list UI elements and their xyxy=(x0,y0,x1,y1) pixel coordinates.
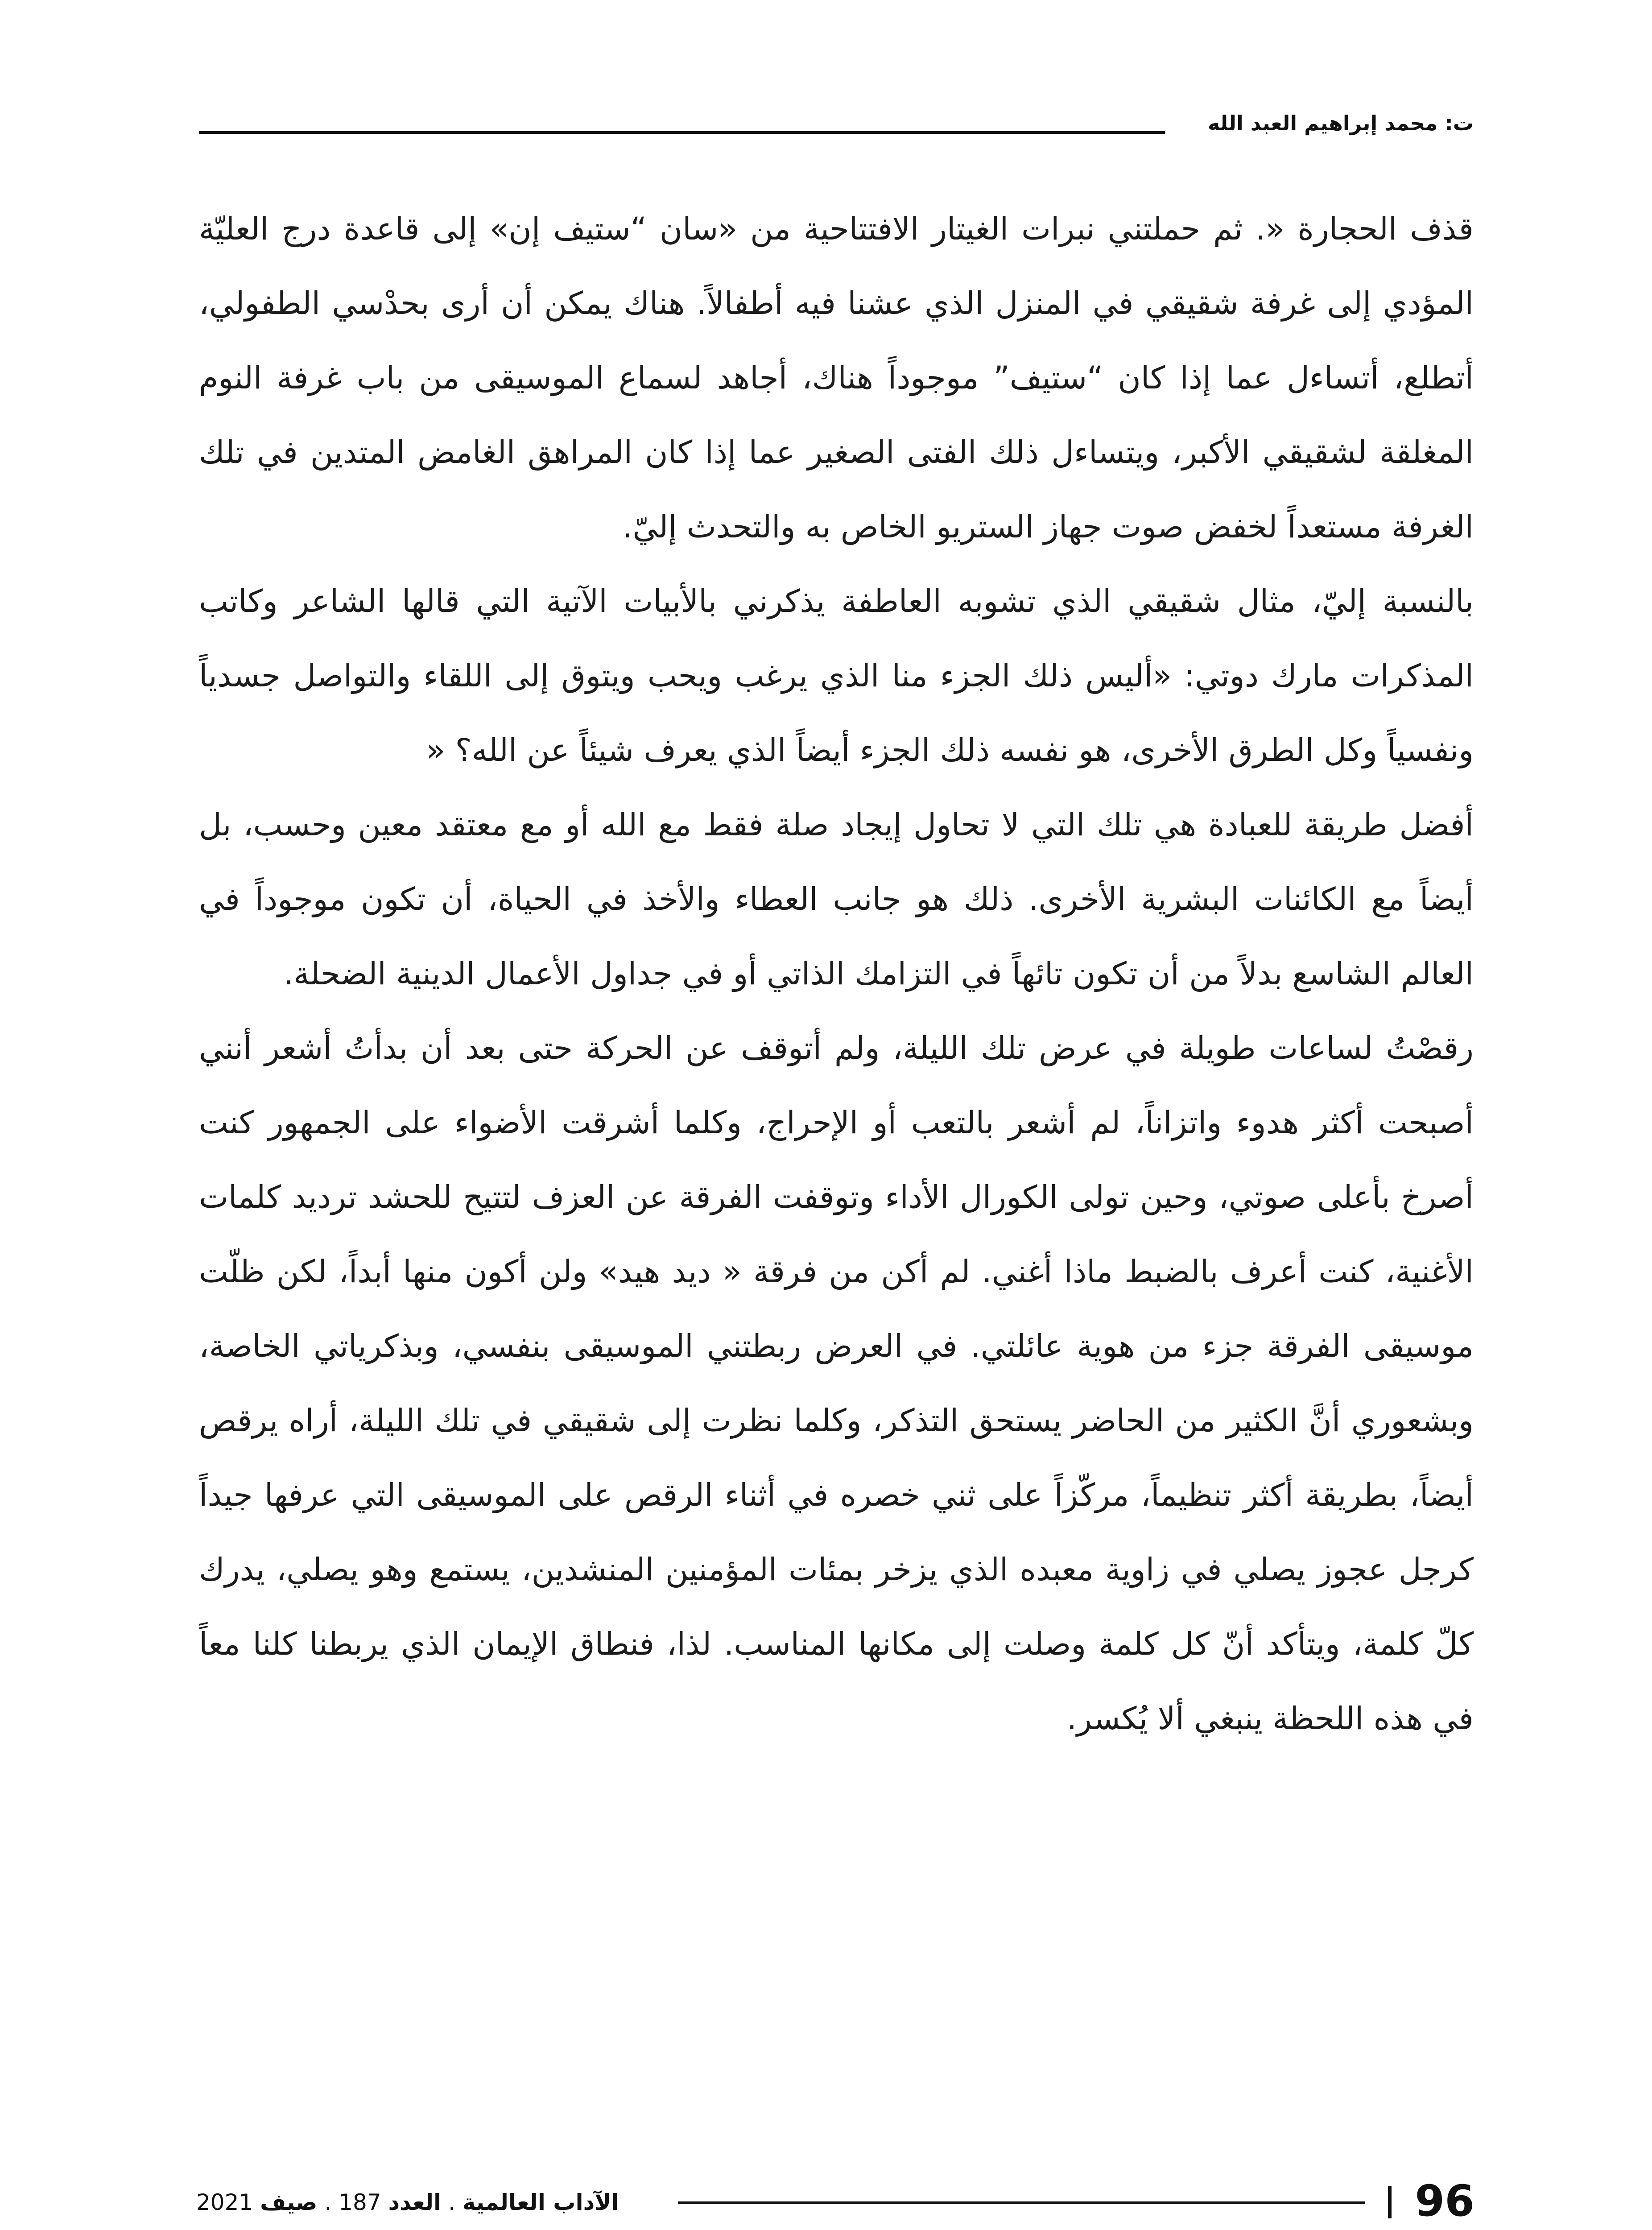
issue-separator-2: . xyxy=(324,2189,332,2215)
page-header xyxy=(199,105,1474,141)
issue-season: صيف xyxy=(260,2189,318,2215)
page-number: 96 xyxy=(1415,2176,1474,2226)
paragraph-3: أفضل طريقة للعبادة هي تلك التي لا تحاول إيجاد صلة فقط مع الله أو مع معتقد معين وحسب، بل أيضاً مع الكائنات البشرية الأخرى. ذلك هو جانب العطاء والأخذ في الحياة، أن تكون موجوداً في العالم الشاسع بدلاً من أن تكون تائهاً في التزامك الذاتي أو في جداول الأعمال الدينية الضحلة. xyxy=(199,806,1474,992)
article-body xyxy=(199,192,1474,1756)
issue-separator-1: . xyxy=(448,2189,455,2215)
issue-number: 187 xyxy=(339,2189,381,2215)
translator-credit: ت: محمد إبراهيم العبد الله xyxy=(1208,111,1474,135)
paragraph-4: رقصْتُ لساعات طويلة في عرض تلك الليلة، ولم أتوقف عن الحركة حتى بعد أن بدأتُ أشعر أنني أصبحت أكثر هدوء واتزاناً، لم أشعر بالتعب أو الإحراج، وكلما أشرقت الأضواء على الجمهور كنت أصرخ بأعلى صوتي، وحين تولى الكورال الأداء وتوقفت الفرقة عن العزف لتتيح للحشد ترديد كلمات الأغنية، كنت أعرف بالضبط ماذا أغني. لم أكن من فرقة « ديد هيد» ولن أكون منها أبداً، لكن ظلّت موسيقى الفرقة جزء من هوية عائلتي. في العرض ربطتني الموسيقى بنفسي، وبذكرياتي الخاصة، وبشعوري أنَّ الكثير من الحاضر يستحق التذكر، وكلما نظرت إلى شقيقي في تلك الليلة، أراه يرقص أيضاً، بطريقة أكثر تنظيماً، مركّزاً على ثني خصره في أثناء الرقص على الموسيقى التي عرفها جيداً كرجل عجوز يصلي في زاوية معبده الذي يزخر بمئات المؤمنين المنشدين، يستمع وهو يصلي، يدرك كلّ كلمة، ويتأكد أنّ كل كلمة وصلت إلى مكانها المناسب. لذا، فنطاق الإيمان الذي يربطنا كلنا معاً في هذه اللحظة ينبغي ألا يُكسر. xyxy=(199,1030,1474,1737)
header-rule xyxy=(199,131,1165,134)
journal-name: الآداب العالمية xyxy=(462,2189,619,2215)
footer-rule xyxy=(678,2201,1365,2204)
paragraph-2: بالنسبة إليّ، مثال شقيقي الذي تشوبه العاطفة يذكرني بالأبيات الآتية التي قالها الشاعر وكاتب المذكرات مارك دوتي: «أليس ذلك الجزء منا الذي يرغب ويحب ويتوق إلى اللقاء والتواصل جسدياً ونفسياً وكل الطرق الأخرى، هو نفسه ذلك الجزء أيضاً الذي يعرف شيئاً عن الله؟ « xyxy=(199,583,1474,768)
issue-label: العدد xyxy=(388,2189,442,2215)
page-footer xyxy=(196,2176,1474,2226)
journal-issue-info xyxy=(196,2185,619,2220)
issue-year: 2021 xyxy=(196,2189,253,2215)
paragraph-1: قذف الحجارة «. ثم حملتني نبرات الغيتار الافتتاحية من «سان “ستيف إن» إلى قاعدة درج العليّة المؤدي إلى غرفة شقيقي في المنزل الذي عشنا فيه أطفالاً. هناك يمكن أن أرى بحدْسي الطفولي، أتطلع، أتساءل عما إذا كان “ستيف” موجوداً هناك، أجاهد لسماع الموسيقى من باب غرفة النوم المغلقة لشقيقي الأكبر، ويتساءل ذلك الفتى الصغير عما إذا كان المراهق الغامض المتدين في تلك الغرفة مستعداً لخفض صوت جهاز الستريو الخاص به والتحدث إليّ. xyxy=(199,211,1474,545)
footer-divider-bar xyxy=(1388,2186,1392,2218)
